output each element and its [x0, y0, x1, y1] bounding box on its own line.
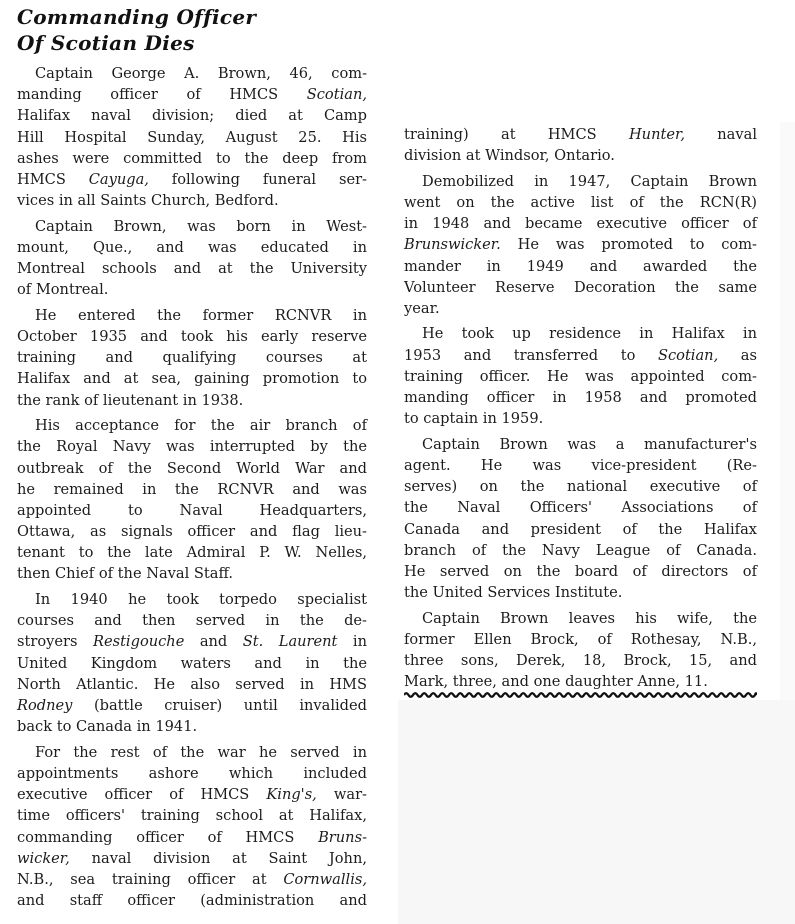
- italic-name: King's,: [266, 786, 317, 804]
- text-segment: North Atlantic. He also served in HMS: [17, 675, 367, 693]
- scan-edge: [780, 122, 795, 700]
- text-segment: Ottawa, as signals officer and flag lieu-: [17, 523, 367, 541]
- text-segment: manding officer of HMCS: [17, 86, 307, 104]
- text-line: [404, 171, 757, 192]
- text-line: [17, 84, 367, 105]
- text-line: [17, 105, 367, 126]
- text-line: [17, 347, 367, 368]
- italic-name: Restigouche: [92, 633, 185, 651]
- text-line: [17, 258, 367, 279]
- text-line: [17, 237, 367, 258]
- blank-area-top-right: [383, 0, 795, 122]
- text-segment: three sons, Derek, 18, Brock, 15, and: [404, 652, 757, 670]
- text-line: [17, 784, 367, 805]
- text-line: [404, 323, 757, 344]
- text-line: [17, 869, 367, 890]
- text-line: [404, 234, 757, 255]
- text-line: [17, 148, 367, 169]
- text-segment: 1953 and transferred to: [404, 346, 658, 364]
- text-segment: Captain George A. Brown, 46, com-: [35, 65, 367, 82]
- text-line: [404, 124, 757, 145]
- text-segment: outbreak of the Second World War and: [17, 459, 367, 477]
- text-segment: manding officer in 1958 and promoted: [404, 389, 757, 407]
- text-segment: He was promoted to com-: [500, 236, 757, 254]
- text-line: [404, 540, 757, 561]
- italic-name: Scotian,: [657, 346, 719, 364]
- article-column-left: [17, 63, 367, 916]
- blank-area-bottom-right: [398, 700, 795, 924]
- article-column-right: [404, 124, 757, 697]
- text-line: [17, 305, 367, 326]
- text-segment: United Kingdom waters and in the: [17, 654, 367, 672]
- text-segment: commanding officer of HMCS: [17, 828, 319, 846]
- text-segment: the Royal Navy was interrupted by the: [17, 438, 367, 456]
- text-segment: Canada and president of the Halifax: [404, 520, 757, 538]
- text-line: [404, 345, 757, 366]
- text-segment: mander in 1949 and awarded the: [404, 257, 757, 275]
- paragraph: [17, 63, 367, 211]
- text-segment: naval division at Saint John,: [69, 849, 367, 867]
- text-segment: training) at HMCS: [404, 126, 629, 143]
- text-line: [17, 589, 367, 610]
- text-segment: former Ellen Brock, of Rothesay, N.B.,: [404, 630, 757, 648]
- text-line: [404, 497, 757, 518]
- italic-name: wicker,: [17, 849, 70, 867]
- text-segment: time officers' training school at Halifax,: [17, 807, 367, 825]
- text-segment: serves) on the national executive of: [404, 478, 757, 496]
- text-line: [404, 366, 757, 387]
- text-line: [404, 561, 757, 582]
- text-segment: Montreal schools and at the University: [17, 260, 367, 278]
- paragraph: [404, 434, 757, 604]
- text-segment: division at Windsor, Ontario.: [404, 147, 615, 165]
- text-segment: For the rest of the war he served in: [35, 743, 367, 761]
- text-line: [17, 674, 367, 695]
- wavy-end-rule-icon: [404, 691, 757, 699]
- text-line: [17, 653, 367, 674]
- text-line: [404, 671, 757, 692]
- text-line: [17, 890, 367, 911]
- text-segment: went on the active list of the RCN(R): [404, 193, 757, 211]
- paragraph: [17, 589, 367, 737]
- text-segment: courses and then served in the de-: [17, 612, 367, 630]
- text-segment: stroyers: [17, 633, 93, 651]
- text-segment: N.B., sea training officer at: [17, 870, 284, 888]
- text-segment: appointments ashore which included: [17, 764, 367, 782]
- text-segment: HMCS: [17, 170, 89, 188]
- text-line: [17, 610, 367, 631]
- text-line: [17, 500, 367, 521]
- text-segment: in 1948 and became executive officer of: [404, 215, 757, 233]
- text-line: [17, 127, 367, 148]
- italic-name: Cornwallis,: [283, 870, 367, 888]
- text-segment: naval: [685, 126, 757, 143]
- text-segment: back to Canada in 1941.: [17, 718, 198, 736]
- paragraph: [17, 742, 367, 912]
- text-segment: and staff officer (administration and: [17, 892, 367, 910]
- text-line: [404, 277, 757, 298]
- text-segment: (battle cruiser) until invalided: [72, 697, 367, 714]
- text-line: [17, 326, 367, 347]
- text-segment: mount, Que., and was educated in: [17, 238, 367, 256]
- text-segment: of Montreal.: [17, 281, 109, 299]
- text-line: [17, 563, 367, 584]
- text-line: [17, 279, 367, 300]
- text-line: [17, 631, 367, 652]
- text-line: [17, 848, 367, 869]
- text-line: [404, 256, 757, 277]
- text-segment: He served on the board of directors of: [404, 562, 757, 580]
- text-segment: as: [718, 346, 757, 364]
- text-line: [17, 742, 367, 763]
- text-line: [17, 458, 367, 479]
- text-line: [404, 455, 757, 476]
- headline-line-2: Of Scotian Dies: [17, 31, 195, 55]
- text-line: [404, 387, 757, 408]
- text-segment: Halifax naval division; died at Camp: [17, 107, 367, 125]
- text-line: [404, 519, 757, 540]
- text-segment: Captain Brown, was born in West-: [35, 217, 367, 235]
- text-line: [404, 582, 757, 603]
- text-segment: war-: [316, 786, 367, 804]
- article-headline: [17, 4, 377, 56]
- text-line: [17, 521, 367, 542]
- text-segment: tenant to the late Admiral P. W. Nelles,: [17, 544, 367, 562]
- paragraph: [404, 323, 757, 429]
- text-segment: Volunteer Reserve Decoration the same: [404, 278, 757, 296]
- text-line: [17, 436, 367, 457]
- paragraph: [404, 608, 757, 693]
- text-segment: then Chief of the Naval Staff.: [17, 565, 233, 583]
- text-line: [404, 629, 757, 650]
- text-segment: and: [184, 633, 243, 651]
- text-line: [404, 145, 757, 166]
- text-segment: He took up residence in Halifax in: [422, 325, 757, 343]
- text-line: [404, 298, 757, 319]
- text-line: [17, 716, 367, 737]
- paragraph: [17, 216, 367, 301]
- text-segment: vices in all Saints Church, Bedford.: [17, 192, 279, 210]
- text-line: [17, 763, 367, 784]
- text-segment: in: [337, 633, 367, 651]
- text-line: [17, 169, 367, 190]
- text-segment: agent. He was vice-president (Re-: [404, 456, 757, 474]
- text-segment: He entered the former RCNVR in: [35, 306, 367, 324]
- text-line: [404, 408, 757, 429]
- text-segment: training and qualifying courses at: [17, 349, 367, 367]
- text-segment: His acceptance for the air branch of: [35, 417, 367, 435]
- text-line: [404, 434, 757, 455]
- text-line: [17, 542, 367, 563]
- text-segment: executive officer of HMCS: [17, 786, 267, 804]
- text-line: [404, 608, 757, 629]
- text-segment: appointed to Naval Headquarters,: [17, 501, 367, 519]
- text-line: [17, 368, 367, 389]
- text-line: [17, 63, 367, 84]
- italic-name: St. Laurent: [242, 633, 338, 651]
- text-segment: year.: [404, 299, 440, 317]
- italic-name: Hunter,: [628, 126, 685, 143]
- text-line: [17, 479, 367, 500]
- paragraph: [17, 305, 367, 411]
- text-segment: following funeral ser-: [148, 170, 367, 188]
- paragraph: [17, 415, 367, 585]
- text-segment: the United Services Institute.: [404, 584, 623, 602]
- text-line: [404, 476, 757, 497]
- text-line: [404, 650, 757, 671]
- text-segment: Halifax and at sea, gaining promotion to: [17, 370, 367, 388]
- text-segment: October 1935 and took his early reserve: [17, 328, 367, 346]
- paragraph: [404, 124, 757, 166]
- text-line: [17, 827, 367, 848]
- italic-name: Rodney: [17, 697, 73, 714]
- text-line: [404, 213, 757, 234]
- text-line: [17, 805, 367, 826]
- headline-line-1: Commanding Officer: [17, 5, 257, 29]
- text-segment: the Naval Officers' Associations of: [404, 499, 757, 517]
- text-line: [17, 190, 367, 211]
- text-segment: Demobilized in 1947, Captain Brown: [422, 172, 757, 190]
- text-segment: Captain Brown was a manufacturer's: [422, 435, 757, 453]
- paragraph: [404, 171, 757, 319]
- text-line: [17, 695, 367, 716]
- italic-name: Brunswicker.: [404, 236, 501, 254]
- text-segment: In 1940 he took torpedo specialist: [35, 591, 367, 609]
- text-line: [17, 390, 367, 411]
- text-line: [404, 192, 757, 213]
- text-segment: branch of the Navy League of Canada.: [404, 541, 757, 559]
- text-segment: to captain in 1959.: [404, 410, 544, 428]
- italic-name: Bruns-: [318, 828, 367, 846]
- text-segment: Hill Hospital Sunday, August 25. His: [17, 128, 367, 146]
- text-segment: Captain Brown leaves his wife, the: [422, 609, 757, 627]
- text-segment: Mark, three, and one daughter Anne, 11.: [404, 673, 708, 691]
- text-segment: ashes were committed to the deep from: [17, 149, 367, 167]
- text-line: [17, 216, 367, 237]
- text-segment: he remained in the RCNVR and was: [17, 480, 367, 498]
- text-segment: training officer. He was appointed com-: [404, 367, 757, 385]
- italic-name: Scotian,: [306, 86, 367, 104]
- text-line: [17, 415, 367, 436]
- italic-name: Cayuga,: [88, 170, 149, 188]
- text-segment: the rank of lieutenant in 1938.: [17, 391, 244, 409]
